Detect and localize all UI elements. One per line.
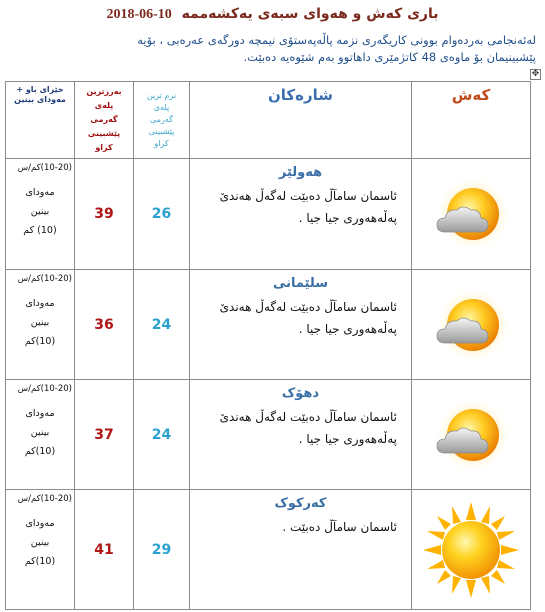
- city-name: کەرکوک: [274, 496, 327, 511]
- wind-speed: (10-20)کم/س: [17, 274, 72, 284]
- weather-icon-cell: [412, 270, 531, 380]
- table-row: [6, 270, 531, 380]
- forecast-text: ئاسمان سامآڵ دەبێت لەگەڵ هەندێ پەڵەهەوری جیا جیا .: [219, 410, 397, 446]
- sun-cloud-icon: [431, 174, 511, 254]
- table-row: [6, 380, 531, 490]
- city-forecast: [190, 380, 412, 490]
- header-min-line: پلەی: [153, 103, 170, 112]
- header-weather: کەش: [412, 82, 531, 159]
- table-row: [6, 490, 531, 610]
- city-forecast: [190, 159, 412, 270]
- visibility-line: مەودای: [25, 408, 55, 419]
- weather-icon-cell: [412, 159, 531, 270]
- header-wind-visibility: [6, 82, 75, 159]
- visibility-line: (10) کم: [23, 225, 57, 236]
- sun-icon: [421, 500, 521, 600]
- intro-paragraph: [8, 32, 536, 66]
- city-name: هەولێر: [278, 165, 323, 180]
- title-date: 2018-06-10: [106, 7, 172, 22]
- forecast-text: ئاسمان سامآڵ دەبێت لەگەڵ هەندێ پەڵەهەوری جیا جیا .: [219, 300, 397, 336]
- wind-cell: [6, 490, 75, 610]
- visibility-line: مەودای: [25, 187, 55, 198]
- weather-icon-cell: [412, 490, 531, 610]
- header-max-temp: [75, 82, 134, 159]
- forecast-text: ئاسمان سامآڵ دەبێت .: [282, 520, 397, 534]
- visibility-line: مەودای: [25, 298, 55, 309]
- table-header-row: [6, 82, 531, 159]
- visibility-line: (10)کم: [24, 446, 56, 457]
- min-temp: 24: [134, 270, 190, 380]
- visibility: [6, 294, 74, 351]
- title-text: باری کەش و هەوای سبەی یەکشەممە: [181, 6, 439, 22]
- visibility-line: بینین: [30, 537, 50, 548]
- max-temp: 36: [75, 270, 134, 380]
- header-min-line: نزم ترین: [146, 91, 177, 100]
- wind-speed: (10-20)کم/س: [17, 494, 72, 504]
- header-visibility-line: مەودای بینین: [14, 95, 66, 104]
- header-min-line: گەرمی: [150, 115, 173, 124]
- max-temp: 39: [75, 159, 134, 270]
- min-temp: 29: [134, 490, 190, 610]
- header-min-line: کراو: [154, 139, 169, 148]
- intro-line-1: لەئەنجامی بەردەوام بوونی کاریگەری نزمە پاڵەپەستۆی نیمچە دورگەی عەرەبی ، بۆیە: [137, 33, 536, 47]
- city-name: دهۆک: [281, 386, 320, 401]
- page-title: [0, 6, 545, 23]
- intro-line-2: پێشبینیمان بۆ ماوەی 48 کاتژمێری داهاتوو بەم شێوەیە دەبێت.: [243, 50, 536, 64]
- forecast-table: [5, 81, 531, 610]
- header-min-line: پێشبینی: [148, 127, 175, 136]
- header-max-line: پێشبینی: [87, 129, 121, 138]
- visibility-line: بینین: [30, 427, 50, 438]
- sun-cloud-icon: [431, 395, 511, 475]
- header-wind-line: خێرای باو +: [16, 85, 64, 94]
- visibility-line: (10)کم: [24, 336, 56, 347]
- visibility-line: مەودای: [25, 518, 55, 529]
- visibility: [6, 514, 74, 571]
- wind-cell: [6, 270, 75, 380]
- min-temp: 24: [134, 380, 190, 490]
- header-max-line: کراو: [95, 143, 113, 152]
- weather-icon-cell: [412, 380, 531, 490]
- max-temp: 41: [75, 490, 134, 610]
- table-row: [6, 159, 531, 270]
- header-cities: شارەکان: [190, 82, 412, 159]
- wind-speed: (10-20)کم/س: [17, 163, 72, 173]
- header-max-line: پلەی: [94, 101, 114, 110]
- wind-cell: [6, 159, 75, 270]
- wind-cell: [6, 380, 75, 490]
- visibility: [6, 404, 74, 461]
- min-temp: 26: [134, 159, 190, 270]
- visibility: [6, 183, 74, 240]
- sun-cloud-icon: [431, 285, 511, 365]
- visibility-line: بینین: [30, 206, 50, 217]
- max-temp: 37: [75, 380, 134, 490]
- city-forecast: [190, 270, 412, 380]
- table-move-handle-icon[interactable]: ✥: [531, 69, 540, 79]
- wind-speed: (10-20)کم/س: [17, 384, 72, 394]
- city-forecast: [190, 490, 412, 610]
- forecast-text: ئاسمان سامآڵ دەبێت لەگەڵ هەندێ پەڵەهەوری جیا جیا .: [219, 189, 397, 225]
- header-min-temp: [134, 82, 190, 159]
- visibility-line: (10)کم: [24, 556, 56, 567]
- visibility-line: بینین: [30, 317, 50, 328]
- header-max-line: بەرزترین: [86, 87, 122, 96]
- city-name: سلێمانی: [272, 276, 329, 291]
- header-max-line: گەرمی: [90, 115, 118, 124]
